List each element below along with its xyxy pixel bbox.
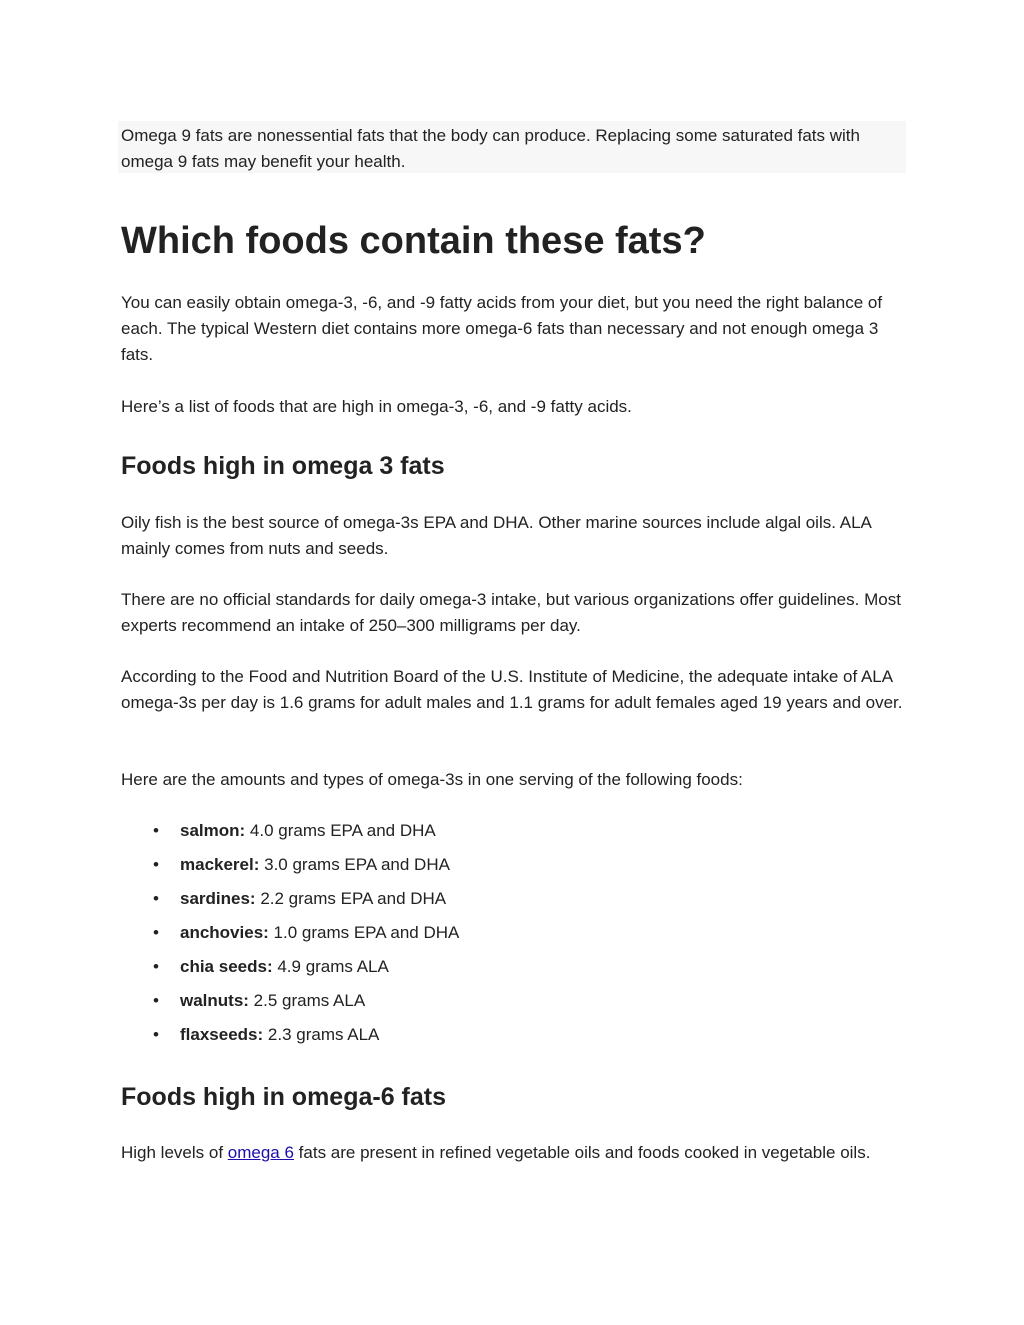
list-item xyxy=(121,954,905,988)
omega3-paragraph-serving: Here are the amounts and types of omega-3s in one serving of the following foods: xyxy=(121,770,743,789)
omega3-para2-wrap xyxy=(121,587,905,639)
heading-omega6: Foods high in omega-6 fats xyxy=(121,1083,447,1111)
list-intro-paragraph-wrap xyxy=(121,394,905,420)
food-amount: 2.2 grams EPA and DHA xyxy=(255,889,447,908)
section-heading-main: Which foods contain these fats? xyxy=(121,220,706,262)
food-amount: 2.3 grams ALA xyxy=(263,1025,380,1044)
food-name: flaxseeds: xyxy=(180,1025,264,1044)
callout-text: Omega 9 fats are nonessential fats that the body can produce. Replacing some saturated fats with omega 9 fats may benefit your health. xyxy=(121,126,860,171)
bullet-icon: • xyxy=(153,855,159,874)
bullet-icon: • xyxy=(153,957,159,976)
food-amount: 1.0 grams EPA and DHA xyxy=(268,923,460,942)
omega3-para1-wrap xyxy=(121,510,905,562)
bullet-icon: • xyxy=(153,923,159,942)
food-name: walnuts: xyxy=(180,991,249,1010)
omega3-foods-wrap xyxy=(121,818,905,1056)
list-item xyxy=(121,818,905,852)
omega6-text-after: fats are present in refined vegetable oils and foods cooked in vegetable oils. xyxy=(293,1143,871,1162)
section-heading-main-wrap xyxy=(121,218,905,264)
list-intro-paragraph: Here’s a list of foods that are high in omega-3, -6, and -9 fatty acids. xyxy=(121,397,632,416)
omega3-para3-wrap xyxy=(121,664,905,716)
food-name: sardines: xyxy=(180,889,256,908)
bullet-icon: • xyxy=(153,889,159,908)
bullet-icon: • xyxy=(153,991,159,1010)
intro-paragraph: You can easily obtain omega-3, -6, and -9 fatty acids from your diet, but you need the right balance of each. The typical Western diet contains more omega-6 fats than necessary and not enough omega 3 fats. xyxy=(121,293,883,364)
food-name: mackerel: xyxy=(180,855,260,874)
food-amount: 3.0 grams EPA and DHA xyxy=(259,855,450,874)
omega6-paragraph xyxy=(121,1140,905,1166)
list-item xyxy=(121,920,905,954)
omega6-para1-wrap xyxy=(121,1140,905,1166)
omega3-paragraph-standards: There are no official standards for daily omega-3 intake, but various organizations offer guidelines. Most experts recommend an intake of 250–300 milligrams per day. xyxy=(121,590,901,635)
bullet-icon: • xyxy=(153,821,159,840)
intro-paragraph-wrap xyxy=(121,290,905,368)
omega3-food-list xyxy=(121,818,905,1056)
omega6-text-before: High levels of xyxy=(121,1143,228,1162)
list-item xyxy=(121,988,905,1022)
omega3-paragraph-sources: Oily fish is the best source of omega-3s EPA and DHA. Other marine sources include algal oils. ALA mainly comes from nuts and seeds. xyxy=(121,513,871,558)
food-amount: 4.0 grams EPA and DHA xyxy=(245,821,436,840)
heading-omega3-wrap xyxy=(121,450,905,482)
list-item xyxy=(121,852,905,886)
bullet-icon: • xyxy=(153,1025,159,1044)
food-amount: 2.5 grams ALA xyxy=(248,991,366,1010)
list-item xyxy=(121,886,905,920)
omega3-paragraph-intake: According to the Food and Nutrition Board of the U.S. Institute of Medicine, the adequate intake of ALA omega-3s per day is 1.6 grams for adult males and 1.1 grams for adult females aged 19 years and over. xyxy=(121,667,903,712)
omega6-link[interactable]: omega 6 xyxy=(227,1143,294,1162)
food-amount: 4.9 grams ALA xyxy=(272,957,389,976)
food-name: anchovies: xyxy=(180,923,269,942)
callout-box xyxy=(118,121,906,173)
food-name: chia seeds: xyxy=(180,957,273,976)
food-name: salmon: xyxy=(180,821,246,840)
heading-omega3: Foods high in omega 3 fats xyxy=(121,452,445,480)
list-item xyxy=(121,1022,905,1056)
omega3-para4-wrap xyxy=(121,767,905,793)
heading-omega6-wrap xyxy=(121,1081,905,1113)
